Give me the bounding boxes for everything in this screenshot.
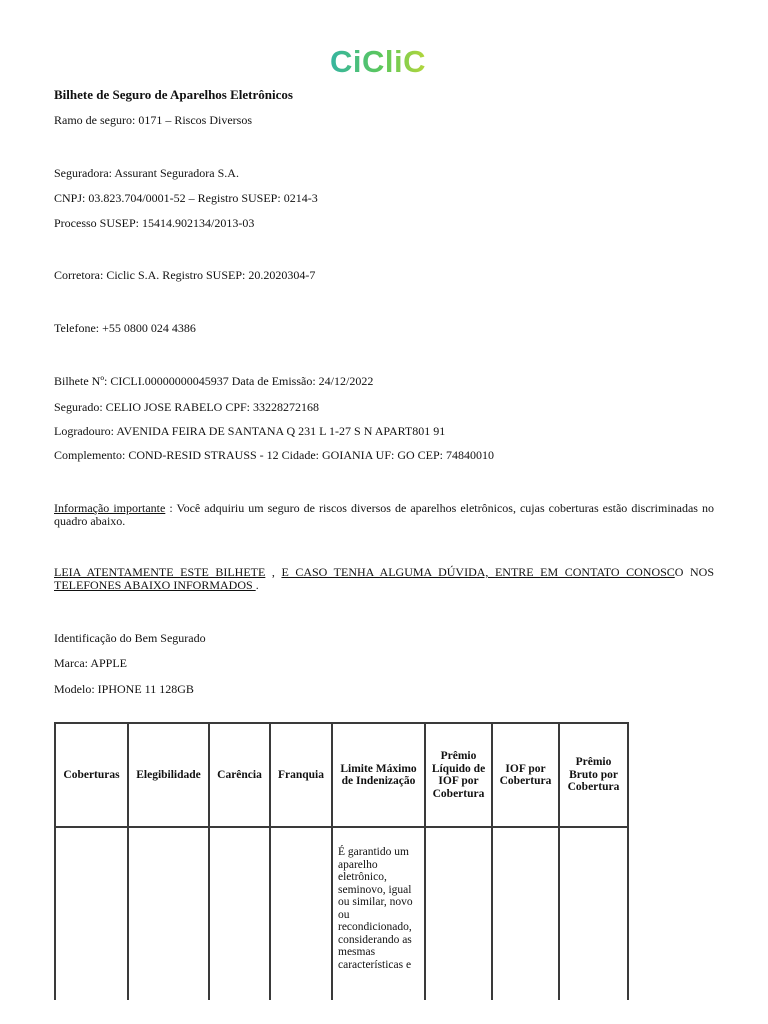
table-cell	[128, 827, 209, 1000]
header-limite: Limite Máximo de Indenização	[332, 723, 425, 827]
warning-paragraph	[54, 566, 714, 592]
table-cell: É garantido um aparelho eletrônico, seminovo, igual ou similar, novo ou recondicionado, considerando as mesmas características e	[332, 827, 425, 1000]
corretora-line: Corretora: Ciclic S.A. Registro SUSEP: 20.2020304-7	[54, 268, 316, 282]
table-header-row	[55, 723, 628, 827]
table-cell	[55, 827, 128, 1000]
warning-part-5: TELEFONES ABAIXO INFORMADOS	[54, 578, 256, 592]
header-coberturas: Coberturas	[55, 723, 128, 827]
marca-line: Marca: APPLE	[54, 656, 127, 670]
telefone-line: Telefone: +55 0800 024 4386	[54, 321, 196, 335]
info-text: : Você adquiriu um seguro de riscos diversos de aparelhos eletrônicos, cujas coberturas estão discriminadas no quadro abaixo.	[54, 501, 714, 528]
table-cell	[425, 827, 492, 1000]
table-cell	[270, 827, 332, 1000]
warning-part-4: O NOS	[674, 565, 715, 579]
table-cell	[209, 827, 270, 1000]
table-cell	[492, 827, 559, 1000]
seguradora-line: Seguradora: Assurant Seguradora S.A.	[54, 166, 239, 180]
header-iof: IOF por Cobertura	[492, 723, 559, 827]
warning-part-6: .	[255, 578, 259, 592]
header-franquia: Franquia	[270, 723, 332, 827]
bilhete-line: Bilhete Nº: CICLI.00000000045937 Data de Emissão: 24/12/2022	[54, 374, 374, 388]
header-elegibilidade: Elegibilidade	[128, 723, 209, 827]
modelo-line: Modelo: IPHONE 11 128GB	[54, 682, 194, 696]
table-cell	[559, 827, 628, 1000]
warning-part-2: ,	[265, 565, 282, 579]
coverage-table	[54, 722, 629, 1000]
ciclic-logo: CiCliC	[330, 44, 426, 79]
cnpj-line: CNPJ: 03.823.704/0001-52 – Registro SUSEP: 0214-3	[54, 191, 318, 205]
header-premio-liquido: Prêmio Líquido de IOF por Cobertura	[425, 723, 492, 827]
complemento-line: Complemento: COND-RESID STRAUSS - 12 Cidade: GOIANIA UF: GO CEP: 74840010	[54, 448, 495, 462]
warning-part-3: E CASO TENHA ALGUMA DÚVIDA, ENTRE EM CONTATO CONOSC	[281, 565, 675, 579]
info-label: Informação importante	[54, 501, 166, 515]
header-carencia: Carência	[209, 723, 270, 827]
info-paragraph	[54, 502, 714, 528]
header-premio-bruto: Prêmio Bruto por Cobertura	[559, 723, 628, 827]
warning-part-1: LEIA ATENTAMENTE ESTE BILHETE	[54, 565, 266, 579]
logradouro-line: Logradouro: AVENIDA FEIRA DE SANTANA Q 231 L 1-27 S N APART801 91	[54, 424, 446, 438]
processo-line: Processo SUSEP: 15414.902134/2013-03	[54, 216, 255, 230]
table-row	[55, 827, 628, 1000]
ramo-line: Ramo de seguro: 0171 – Riscos Diversos	[54, 113, 252, 127]
segurado-line: Segurado: CELIO JOSE RABELO CPF: 33228272168	[54, 400, 320, 414]
document-title: Bilhete de Seguro de Aparelhos Eletrônicos	[54, 87, 293, 102]
bem-segurado-heading: Identificação do Bem Segurado	[54, 631, 206, 645]
